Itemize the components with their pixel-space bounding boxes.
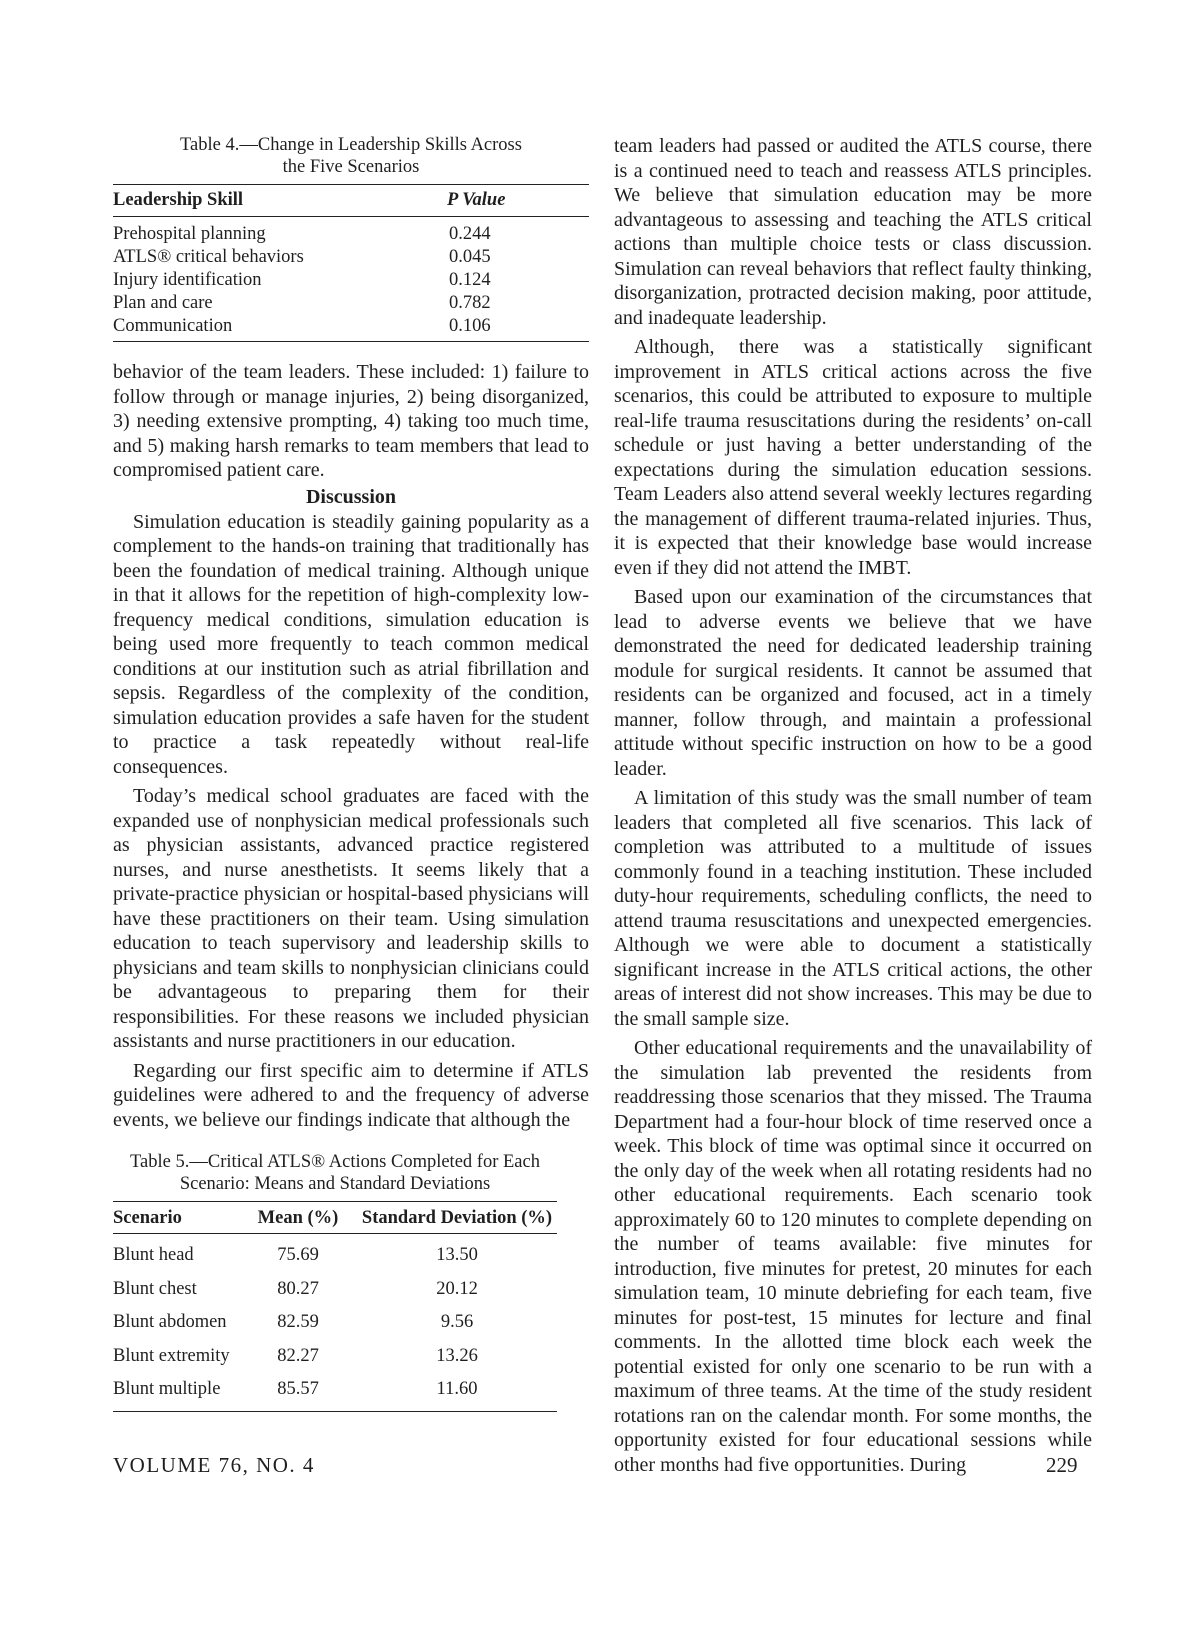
column-header-leadership-skill: Leadership Skill: [113, 185, 439, 217]
table-5-caption-line2: Scenario: Means and Standard Deviations: [179, 1174, 491, 1194]
right-column: [614, 134, 1092, 1477]
paragraph: Although, there was a statistically significant improvement in ATLS critical actions across the five scenarios, this could be attributed to exposure to multiple real-life trauma resuscitations during the residents’ on-call schedule or just having a better understanding of the expectations during the simulation education sessions. Team Leaders also attend several weekly lectures regarding the management of different trauma-related injuries. Thus, it is expected that their knowledge base would increase even if they did not attend the IMBT.: [614, 336, 1092, 579]
table-row: [113, 315, 589, 342]
table-5: [113, 1151, 557, 1412]
table-row: [113, 246, 589, 269]
table-row: [113, 1306, 557, 1340]
table-row: [113, 269, 589, 292]
table-header-row: [113, 1202, 557, 1234]
table-cell-sd: 13.50: [436, 1245, 478, 1265]
table-cell-scenario: Blunt abdomen: [113, 1312, 227, 1332]
table-row: [113, 1273, 557, 1307]
table-cell-p-value: 0.782: [449, 293, 491, 313]
paragraph: Other educational requirements and the unavailability of the simulation lab prevented the residents from readdressing those scenarios that they missed. The Trauma Department had a four-hour block of time reserved once a week. This block of time was optimal since it occurred on the only day of the week when all rotating residents had no other educational requirements. Each scenario took approximately 60 to 120 minutes to complete depending on the number of teams available: five minutes for introduction, five minutes for pretest, 20 minutes for each simulation team, 10 minute debriefing for each team, five minutes for post-test, 15 minutes for lecture and final comments. In the allotted time block each week the potential existed for only one scenario to be run with a maximum of three teams. At the time of the study resident rotations ran on the calendar month. For some months, the opportunity existed for four educational sessions while other months had five opportunities. During: [614, 1037, 1092, 1476]
table-row: [113, 292, 589, 315]
table-cell-sd: 9.56: [440, 1312, 474, 1332]
table-cell-sd: 13.26: [436, 1345, 478, 1366]
table-row: [113, 1373, 557, 1411]
table-cell-skill: Plan and care: [113, 293, 213, 313]
table-cell-mean: 75.69: [277, 1245, 319, 1265]
paragraph: team leaders had passed or audited the ATLS course, there is a continued need to teach and reassess ATLS principles. We believe that simulation education may be more advantageous to assessing and teaching the ATLS critical actions than multiple choice tests or class discussion. Simulation can reveal behaviors that reflect faulty thinking, disorganization, protracted decision making, poor attitude, and inadequate leadership.: [614, 135, 1092, 329]
paragraph: Based upon our examination of the circumstances that lead to adverse events we believe that we have demonstrated the need for dedicated leadership training module for surgical residents. It cannot be assumed that residents can be organized and focused, act in a timely manner, follow through, and maintain a professional attitude without specific instruction on how to be a good leader.: [614, 586, 1092, 780]
table-cell-scenario: Blunt chest: [113, 1278, 197, 1299]
table-cell-skill: Prehospital planning: [113, 224, 266, 244]
table-4-grid: [113, 184, 589, 342]
table-cell-sd: 20.12: [436, 1278, 478, 1299]
table-cell-p-value: 0.244: [449, 224, 491, 244]
table-cell-scenario: Blunt multiple: [113, 1373, 239, 1411]
table-5-caption-line1: Table 5.—Critical ATLS® Actions Completed for Each: [130, 1152, 540, 1172]
table-4: [113, 134, 589, 342]
table-cell-skill: Communication: [113, 315, 439, 342]
table-row: [113, 1340, 557, 1374]
paragraph: Regarding our first specific aim to determine if ATLS guidelines were adhered to and the frequency of adverse events, we believe our findings indicate that although the: [113, 1059, 589, 1131]
table-cell-p-value: 0.124: [449, 270, 491, 290]
table-cell-scenario: Blunt head: [113, 1245, 194, 1265]
table-cell-mean: 82.27: [277, 1345, 319, 1366]
column-header-standard-deviation: Standard Deviation (%): [357, 1202, 557, 1234]
section-heading-discussion: Discussion: [305, 485, 397, 508]
table-cell-skill: Injury identification: [113, 270, 262, 290]
table-header-row: [113, 185, 589, 217]
footer-journal-volume: VOLUME 76, NO. 4: [113, 1453, 315, 1477]
table-cell-p-value: 0.106: [439, 315, 589, 342]
table-cell-sd: 11.60: [357, 1373, 557, 1411]
table-row: [113, 1234, 557, 1273]
table-4-caption-line1: Table 4.—Change in Leadership Skills Across: [180, 135, 522, 155]
table-cell-scenario: Blunt extremity: [113, 1345, 230, 1366]
paragraph: behavior of the team leaders. These included: 1) failure to follow through or manage injuries, 2) being disorganized, 3) needing extensive prompting, 4) taking too much time, and 5) making harsh remarks to team members that lead to compromised patient care.: [113, 361, 589, 481]
paragraph: A limitation of this study was the small number of team leaders that completed all five scenarios. This lack of completion was attributed to a multitude of issues commonly found in a teaching institution. These included duty-hour requirements, scheduling conflicts, the need to attend trauma resuscitations and unexpected emergencies. Although we were able to document a statistically significant increase in the ATLS critical actions, the other areas of interest did not show increases. This may be due to the small sample size.: [614, 787, 1092, 1030]
column-header-mean: Mean (%): [239, 1202, 357, 1234]
table-5-grid: [113, 1201, 557, 1412]
footer-page-number: 229: [1046, 1453, 1078, 1477]
table-cell-mean: 82.59: [277, 1312, 319, 1332]
table-4-caption-line2: the Five Scenarios: [282, 157, 420, 177]
table-cell-mean: 85.57: [239, 1373, 357, 1411]
paragraph: Simulation education is steadily gaining popularity as a complement to the hands-on training that traditionally has been the foundation of medical training. Although unique in that it allows for the repetition of high-complexity low-frequency medical conditions, simulation education is being used more frequently to teach common medical conditions at our institution such as atrial fibrillation and sepsis. Regardless of the complexity of the condition, simulation education provides a safe haven for the student to practice a task repeatedly without real-life consequences.: [113, 510, 589, 778]
column-header-p-value: P Value: [439, 185, 589, 217]
paragraph: Today’s medical school graduates are faced with the expanded use of nonphysician medical professionals such as physician assistants, advanced practice registered nurses, and nurse anesthetists. It seems likely that a private-practice physician or hospital-based physicians will have these practitioners on their team. Using simulation education to teach supervisory and leadership skills to physicians and team skills to nonphysician clinicians could be advantageous to preparing them for their responsibilities. For these reasons we included physician assistants and nurse practitioners in our education.: [113, 785, 589, 1052]
column-header-scenario: Scenario: [113, 1202, 239, 1234]
left-body-text: [113, 360, 589, 1132]
table-row: [113, 217, 589, 247]
table-cell-p-value: 0.045: [449, 247, 491, 267]
table-cell-skill: ATLS® critical behaviors: [113, 247, 304, 267]
table-cell-mean: 80.27: [277, 1278, 319, 1299]
left-column: [113, 134, 589, 1399]
